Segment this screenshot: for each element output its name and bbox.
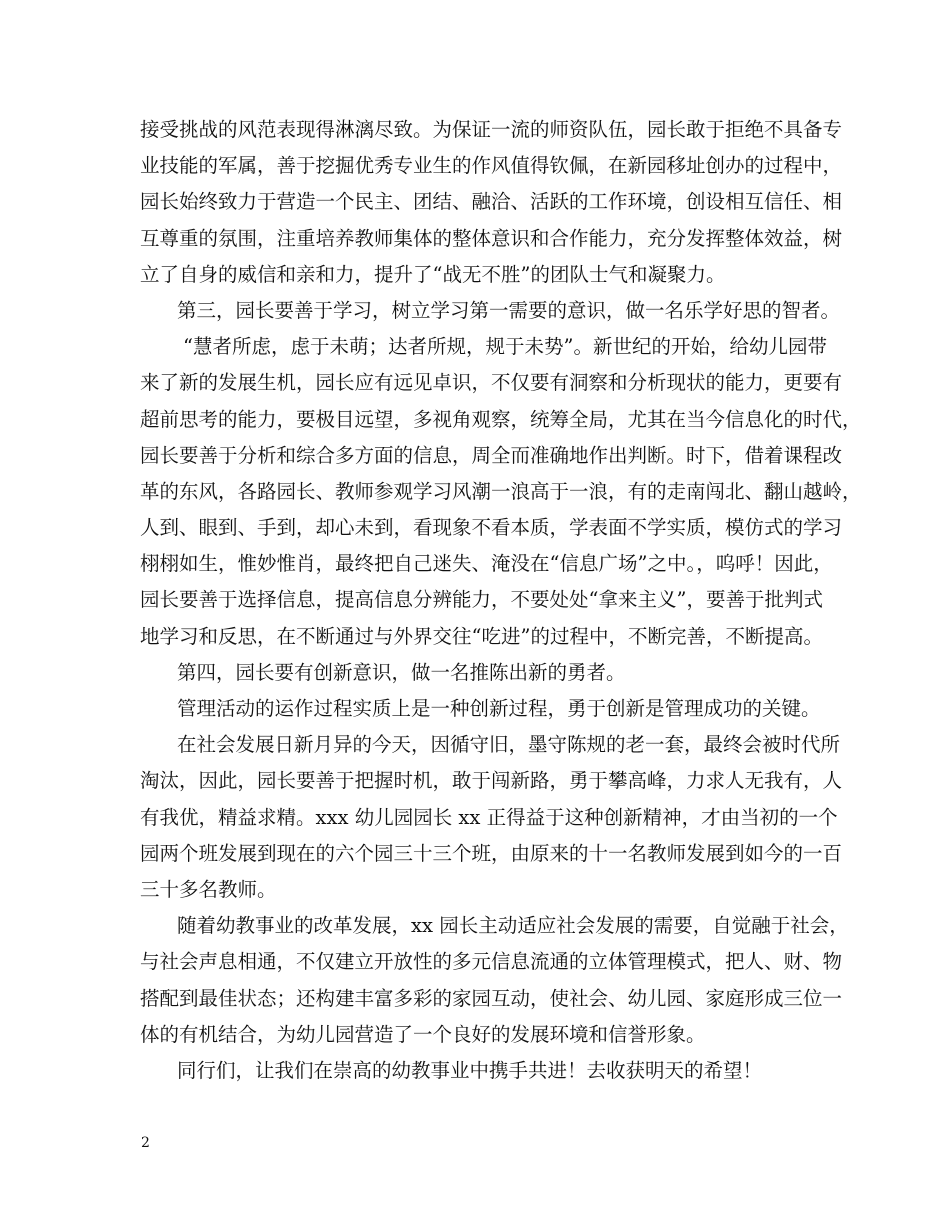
text-line: 园长要善于选择信息，提高信息分辨能力，不要处处“拿来主义”，要善于批判式 <box>140 588 823 612</box>
text-line: 栩栩如生，惟妙惟肖，最终把自己迷失、淹没在“信息广场”之中。，呜呼！因此， <box>140 552 833 576</box>
text-line: 人到、眼到、手到，却心未到，看现象不看本质，学表面不学实质，模仿式的学习 <box>140 516 843 540</box>
text-line: 来了新的发展生机，园长应有远见卓识，不仅要有洞察和分析现状的能力，更要有 <box>140 371 843 395</box>
section-heading-fourth: 第四，园长要有创新意识，做一名推陈出新的勇者。 <box>177 660 626 684</box>
text-line: 园长要善于分析和综合多方面的信息，周全而准确地作出判断。时下，借着课程改 <box>140 443 843 467</box>
text-line: 搭配到最佳状态；还构建丰富多彩的家园互动，使社会、幼儿园、家庭形成三位一 <box>140 986 843 1010</box>
text-line: 园长始终致力于营造一个民主、团结、融洽、活跃的工作环境，创设相互信任、相 <box>140 190 843 214</box>
text-line: 立了自身的威信和亲和力，提升了“战无不胜”的团队士气和凝聚力。 <box>140 262 726 286</box>
text-line: 园两个班发展到现在的六个园三十三个班，由原来的十一名教师发展到如今的一百 <box>140 841 843 865</box>
text-line: 淘汰，因此，园长要善于把握时机，敢于闯新路，勇于攀高峰，力求人无我有，人 <box>140 769 843 793</box>
text-line: 业技能的军属，善于挖掘优秀专业生的作风值得钦佩，在新园移址创办的过程中， <box>140 154 843 178</box>
page-number: 2 <box>141 1135 150 1151</box>
document-body <box>140 112 862 1089</box>
text-line: 地学习和反思，在不断通过与外界交往“吃进”的过程中，不断完善，不断提高。 <box>140 624 823 648</box>
text-line: 革的东风，各路园长、教师参观学习风潮一浪高于一浪，有的走南闯北、翻山越岭， <box>140 479 862 503</box>
text-line: 超前思考的能力，要极目远望，多视角观察，统筹全局，尤其在当今信息化的时代， <box>140 407 862 431</box>
text-line: 三十多名教师。 <box>140 877 277 901</box>
text-line: 与社会声息相通，不仅建立开放性的多元信息流通的立体管理模式，把人、财、物 <box>140 950 843 974</box>
text-line: 在社会发展日新月异的今天，因循守旧，墨守陈规的老一套，最终会被时代所 <box>177 733 841 757</box>
closing-line: 同行们，让我们在崇高的幼教事业中携手共进！去收获明天的希望！ <box>177 1058 763 1082</box>
text-line: 随着幼教事业的改革发展，xx 园长主动适应社会发展的需要，自觉融于社会， <box>177 914 849 938</box>
text-line: 有我优，精益求精。xxx 幼儿园园长 xx 正得益于这种创新精神，才由当初的一个 <box>140 805 838 829</box>
text-line: 管理活动的运作过程实质上是一种创新过程，勇于创新是管理成功的关键。 <box>177 697 821 720</box>
text-line: 互尊重的氛围，注重培养教师集体的整体意识和合作能力，充分发挥整体效益，树 <box>140 226 843 250</box>
text-line: 体的有机结合，为幼儿园营造了一个良好的发展环境和信誉形象。 <box>140 1022 706 1046</box>
text-line: “慧者所虑，虑于未萌；达者所规，规于未势”。新世纪的开始，给幼儿园带 <box>183 335 827 359</box>
section-heading-third: 第三，园长要善于学习，树立学习第一需要的意识，做一名乐学好思的智者。 <box>177 298 841 322</box>
text-line: 接受挑战的风范表现得淋漓尽致。为保证一流的师资队伍，园长敢于拒绝不具备专 <box>140 118 843 141</box>
